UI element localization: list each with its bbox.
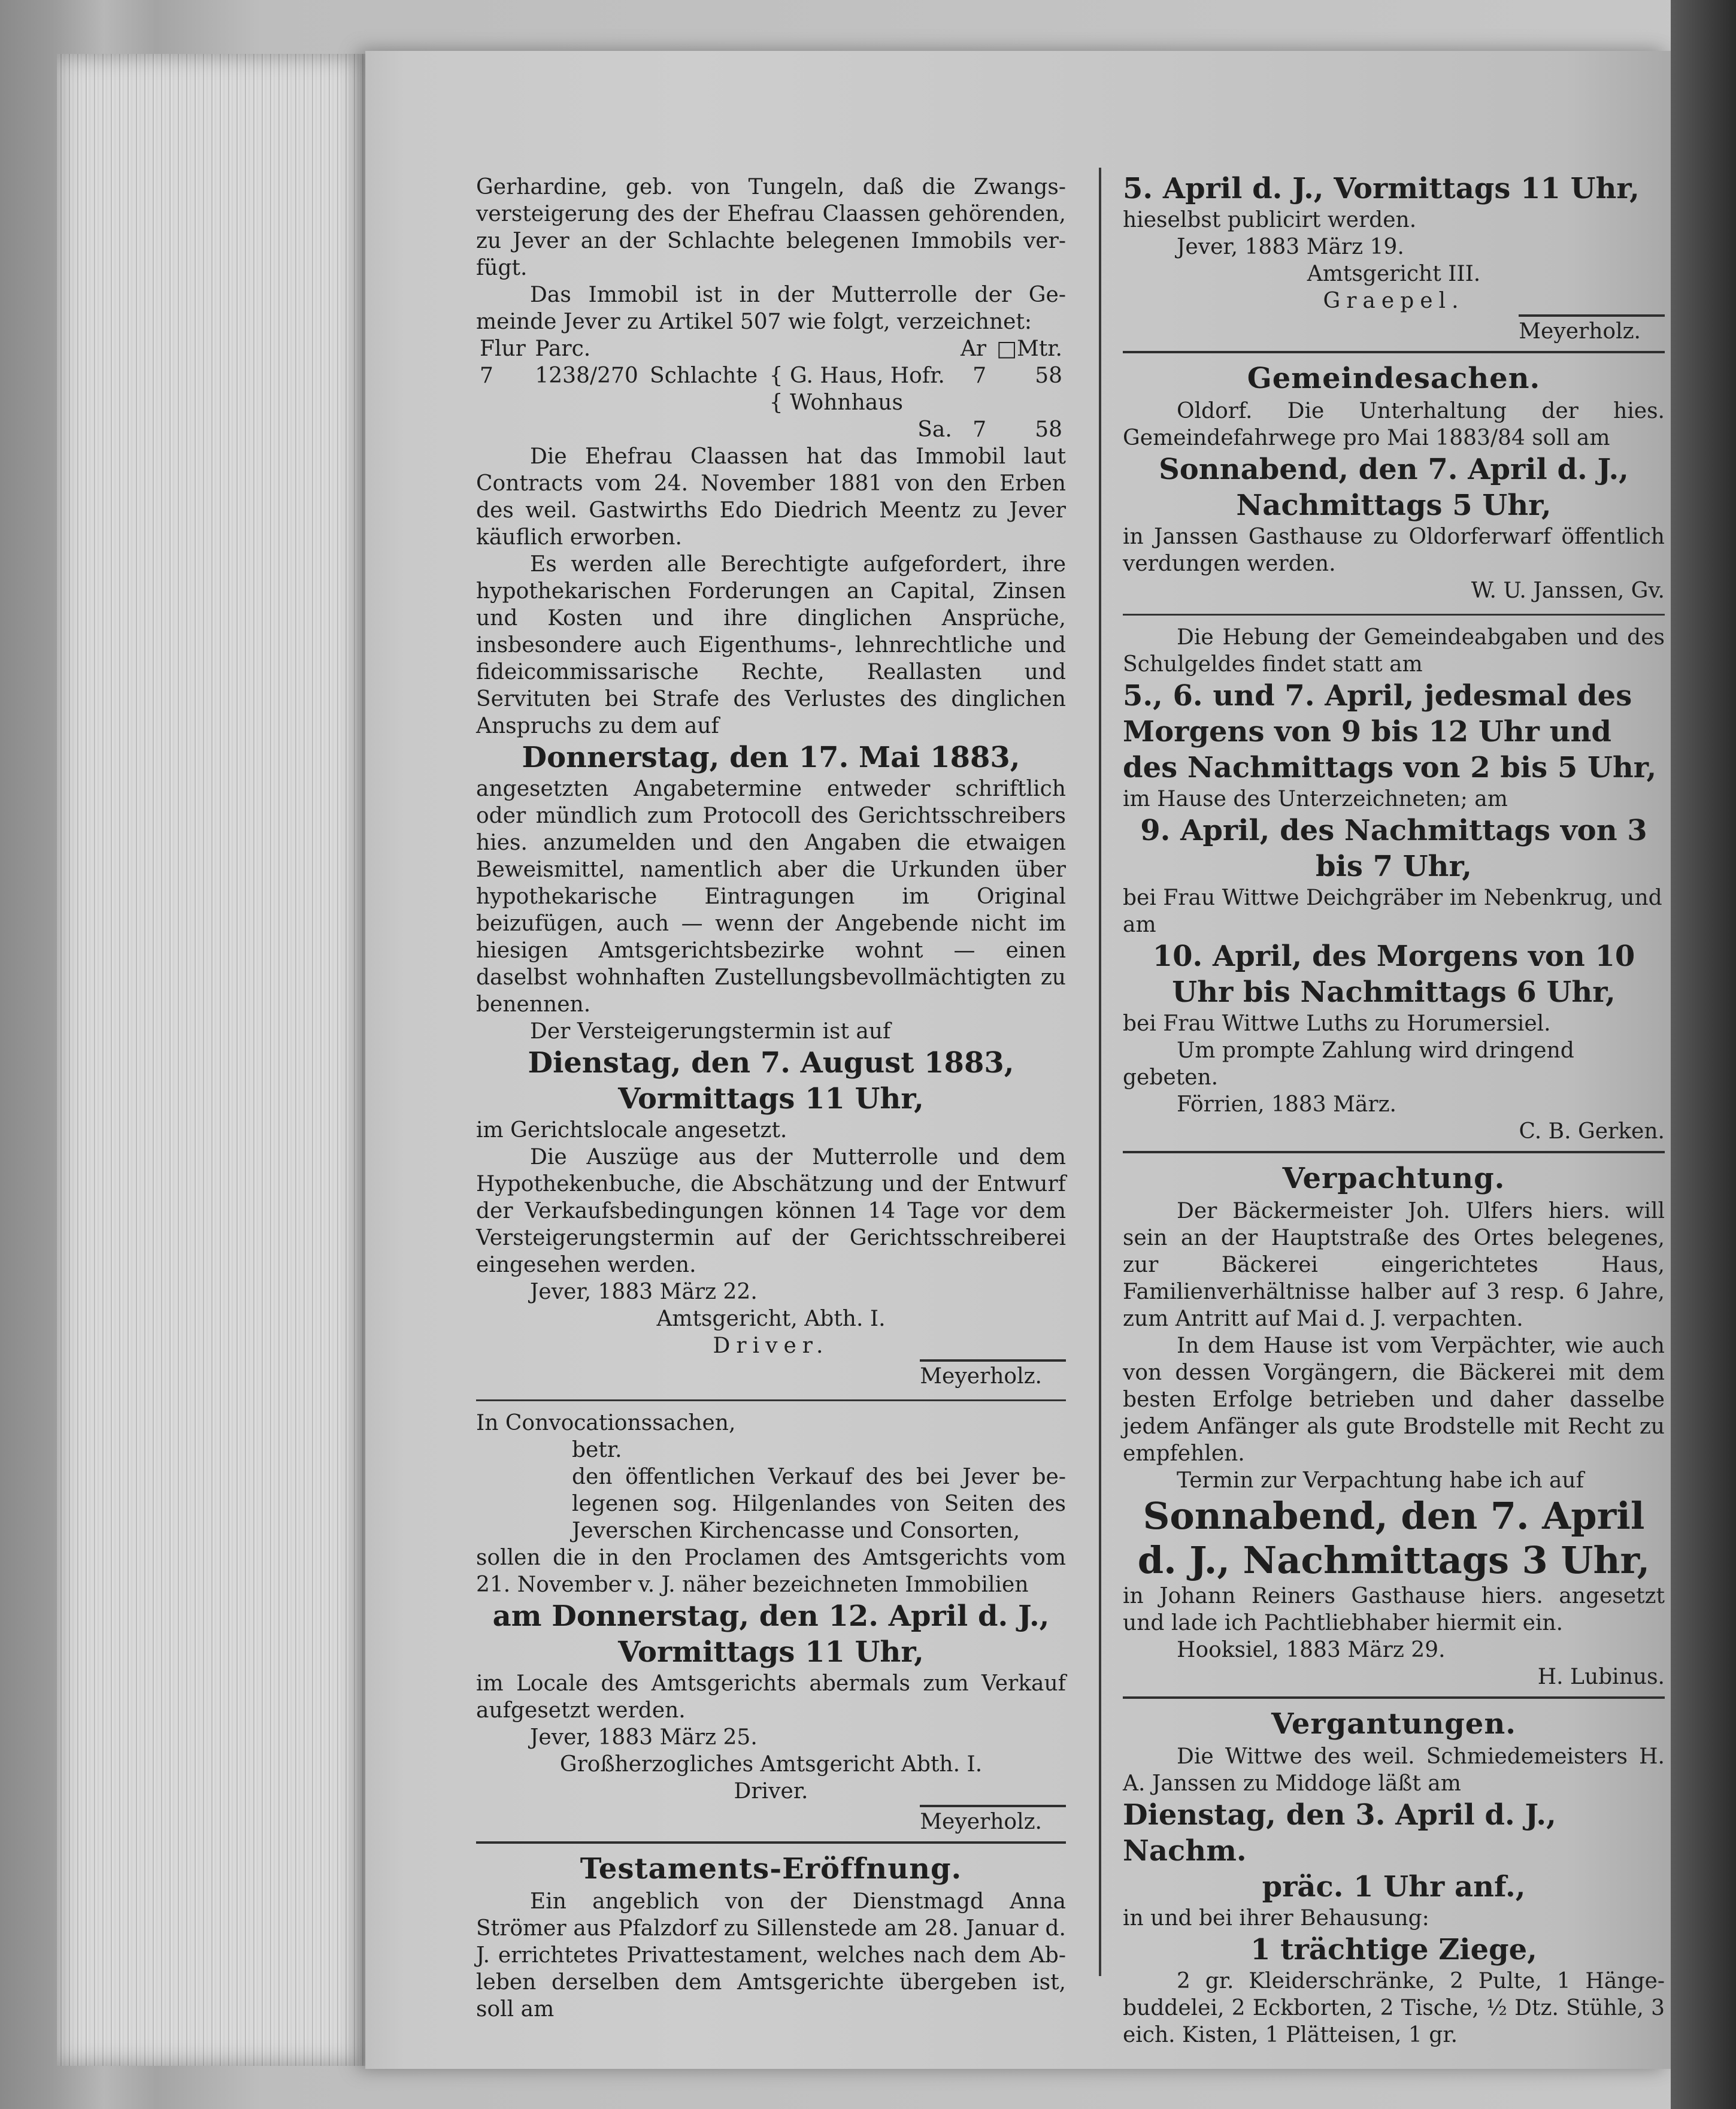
vergantungen-heading: Vergantungen. [1271, 1707, 1516, 1741]
verg-paragraph: Die Wittwe des weil. Schmiedemeisters H. A. Janssen zu Middoge läßt am [1123, 1744, 1665, 1796]
court-2: Großherzogliches Amtsgericht Abth. I. [559, 1752, 983, 1777]
hebung-date-1: 5., 6. und 7. April, jedesmal des Morgens von 9 bis 12 Uhr und des Nachmittags von 2 bis 5 Uhr, [1123, 679, 1657, 784]
cell-desc2: Wohnhaus [790, 390, 903, 415]
verg-item: 1 trächtige Ziege, [1250, 1933, 1537, 1966]
hebung-signature: C. B. Gerken. [1519, 1119, 1665, 1144]
clerk-2: Meyerholz. [920, 1805, 1066, 1835]
place-date-1: Jever, 1883 März 22. [530, 1280, 758, 1304]
oldorf-paragraph: Oldorf. Die Unterhaltung der hies. Gemeindefahrwege pro Mai 1883/84 soll am [1123, 399, 1665, 450]
verp-term: Termin zur Verpachtung habe ich auf [1177, 1468, 1584, 1493]
clerk-1-line [476, 1359, 1066, 1390]
top-judge: Graepel. [1323, 289, 1465, 313]
claims-paragraph: Es werden alle Berechtigte aufgefordert, ihre hypothekarischen Forderungen an Capital, Zinsen und Kosten und ihre dinglichen Ansprüche, insbesondere auch Eigenthums-, lehnrechtliche und fideicommissarische Rechte, Reallasten und Servituten bei Strafe des Verlustes des dinglichen Anspruchs zu dem auf [476, 552, 1066, 738]
purchase-paragraph: Die Ehefrau Claassen hat das Immobil laut Contracts vom 24. November 1881 von den Erben des weil. Gastwirths Edo Diedrich Meentz zu Jever käuflich erworben. [476, 444, 1066, 550]
top-text: hieselbst publicirt werden. [1123, 208, 1417, 232]
header-ar: Ar [960, 337, 987, 361]
separator [1123, 614, 1665, 616]
cell-ar: 7 [972, 363, 987, 388]
verp-date-2: d. J., Nachmittags 3 Uhr, [1137, 1538, 1650, 1582]
verp-paragraph-1: Der Bäckermeister Joh. Ulfers hiers. will sein an der Hauptstraße des Ortes belegenes, zur Bäckerei eingerichtetes Haus, Familienverhältnisse halber auf 3 resp. 6 Jahre, zum Antritt auf Mai d. J. verpachten. [1123, 1199, 1665, 1331]
cell-desc1: G. Haus, Hofr. [790, 363, 945, 388]
clerk-1: Meyerholz. [920, 1359, 1066, 1390]
hebung-place-1: im Hause des Unterzeichneten; am [1123, 787, 1508, 811]
verp-place-date: Hooksiel, 1883 März 29. [1177, 1638, 1446, 1662]
court-1: Amtsgericht, Abth. I. [656, 1307, 886, 1331]
book-page-edges [57, 54, 368, 2066]
conv-subject: den öffentlichen Verkauf des bei Jever belegenen sog. Hilgenlandes von Seiten des Jeverschen Kirchencasse und Consorten, [572, 1465, 1066, 1543]
header-flur: Flur [480, 337, 526, 361]
separator [476, 1399, 1066, 1401]
verp-date-1: Sonnabend, den 7. April [1143, 1494, 1645, 1538]
sum-ar: 7 [972, 417, 987, 442]
verg-date-1: Dienstag, den 3. April d. J., Nachm. [1123, 1798, 1556, 1868]
hebung-place-date: Förrien, 1883 März. [1177, 1092, 1396, 1117]
cell-place: Schlachte [650, 363, 758, 388]
notice-paragraph: angesetzten Angabetermine entweder schriftlich oder mündlich zum Protocoll des Gerichtsschreibers hies. anzumelden und den Angaben die etwaigen Beweismittel, namentlich aber die Urkunden über hypothekarische Eintragungen im Original beizufügen, auch — wenn der Angebende nicht im hiesigen Amtsgerichtsbezirke wohnt — einen daselbst wohnhaften Zustellungsbevollmächtigten zu benennen. [476, 777, 1066, 1017]
judge-1: Driver. [713, 1334, 829, 1358]
hebung-request: Um prompte Zahlung wird dringend gebeten. [1123, 1038, 1574, 1090]
top-clerk-line [1123, 314, 1665, 345]
verg-paragraph-2: in und bei ihrer Behausung: [1123, 1906, 1429, 1931]
top-place-date: Jever, 1883 März 19. [1177, 235, 1404, 259]
immobil-paragraph: Das Immobil ist in der Mutterrolle der Gemeinde Jever zu Artikel 507 wie folgt, verzeichnet: [476, 283, 1066, 334]
parcel-table [476, 335, 1066, 443]
hebung-paragraph: Die Hebung der Gemeindeabgaben und des Schulgeldes findet statt am [1123, 625, 1665, 677]
sum-label: Sa. [917, 417, 952, 442]
local-line: im Gerichtslocale angesetzt. [476, 1118, 787, 1143]
verp-paragraph-2: In dem Hause ist vom Verpächter, wie auch von dessen Vorgängern, die Bäckerei mit dem besten Erfolge betrieben und daher dasselbe jedem Anfänger als gute Brodstelle mit Recht zu empfehlen. [1123, 1334, 1665, 1466]
parcel-table-header [476, 335, 1066, 362]
scanner-shadow [1671, 0, 1736, 2109]
cell-parc: 1238/270 [535, 363, 638, 388]
testament-heading: Testaments-Eröffnung. [580, 1852, 962, 1886]
verg-list: 2 gr. Kleiderschränke, 2 Pulte, 1 Hängebuddelei, 2 Eckborten, 2 Tische, ½ Dtz. Stühle, 3 eich. Kisten, 1 Plätteisen, 1 gr. [1123, 1969, 1665, 2047]
separator [1123, 351, 1665, 353]
oldorf-date: Sonnabend, den 7. April d. J., [1159, 453, 1629, 486]
conv-title: In Convocationssachen, [476, 1411, 736, 1435]
intro-paragraph: Gerhardine, geb. von Tungeln, daß die Zwangsversteigerung des der Ehefrau Claassen gehörenden, zu Jever an der Schlachte belegenen Immobils verfügt. [476, 175, 1066, 280]
column-divider [1099, 168, 1101, 1976]
time-11-uhr-2: Vormittags 11 Uhr, [618, 1635, 924, 1669]
oldorf-signature: W. U. Janssen, Gv. [1471, 578, 1665, 603]
date-apr-12: am Donnerstag, den 12. April d. J., [492, 1599, 1050, 1633]
oldorf-paragraph-2: in Janssen Gasthause zu Oldorferwarf öffentlich verdungen werden. [1123, 525, 1665, 576]
separator [1123, 1151, 1665, 1153]
testament-paragraph: Ein angeblich von der Dienstmagd Anna Strömer aus Pfalzdorf zu Sillenstede am 28. Januar d. J. errichtetes Privattestament, welches nach dem Ableben derselben dem Amtsgerichte übergeben ist, soll am [476, 1889, 1066, 2022]
cell-flur: 7 [480, 363, 493, 388]
top-court: Amtsgericht III. [1307, 262, 1481, 286]
clerk-2-line [476, 1805, 1066, 1835]
judge-2: Driver. [734, 1779, 808, 1804]
verp-signature: H. Lubinus. [1537, 1665, 1665, 1689]
hebung-place-2: bei Frau Wittwe Deichgräber im Nebenkrug, und am [1123, 886, 1662, 937]
sum-mtr: 58 [1035, 417, 1062, 442]
right-column [1123, 171, 1665, 2049]
header-mtr: □Mtr. [996, 337, 1062, 361]
conv-text: sollen die in den Proclamen des Amtsgerichts vom 21. November v. J. näher bezeichneten Immobilien [476, 1546, 1066, 1597]
conv-end: im Locale des Amtsgerichts abermals zum Verkauf aufgesetzt werden. [476, 1671, 1066, 1723]
oldorf-time: Nachmittags 5 Uhr, [1236, 489, 1552, 522]
top-date: 5. April d. J., Vormittags 11 Uhr, [1123, 172, 1640, 205]
extracts-paragraph: Die Auszüge aus der Mutterrolle und dem Hypothekenbuche, die Abschätzung und der Entwurf der Verkaufsbedingungen können 14 Tage vor dem Versteigerungstermin auf der Gerichtsschreiberei eingesehen werden. [476, 1145, 1066, 1277]
verg-date-2: präc. 1 Uhr anf., [1262, 1870, 1526, 1904]
parcel-table-sum [476, 416, 1066, 443]
time-11-uhr: Vormittags 11 Uhr, [618, 1082, 924, 1116]
date-may-17: Donnerstag, den 17. Mai 1883, [522, 741, 1020, 774]
top-clerk: Meyerholz. [1519, 314, 1665, 345]
separator [1123, 1696, 1665, 1699]
parcel-table-row: 7 1238/270 Schlachte { G. Haus, Hofr. { Wohnhaus 7 58 [476, 362, 1066, 416]
place-date-2: Jever, 1883 März 25. [530, 1725, 758, 1750]
verpachtung-heading: Verpachtung. [1282, 1162, 1505, 1195]
verp-paragraph-3: in Johann Reiners Gasthause hiers. angesetzt und lade ich Pachtliebhaber hiermit ein. [1123, 1584, 1665, 1635]
cell-mtr: 58 [1035, 363, 1062, 388]
hebung-date-3: 10. April, des Morgens von 10 Uhr bis Nachmittags 6 Uhr, [1152, 940, 1635, 1009]
date-aug-7: Dienstag, den 7. August 1883, [528, 1046, 1014, 1080]
separator [476, 1841, 1066, 1844]
gemeindesachen-heading: Gemeindesachen. [1247, 362, 1541, 395]
auction-term-line: Der Versteigerungstermin ist auf [530, 1019, 891, 1044]
conv-betr: betr. [572, 1438, 622, 1462]
header-parc: Parc. [535, 337, 591, 361]
hebung-date-2: 9. April, des Nachmittags von 3 bis 7 Uhr, [1140, 814, 1647, 883]
hebung-place-3: bei Frau Wittwe Luths zu Horumersiel. [1123, 1011, 1551, 1036]
left-column [476, 174, 1066, 2023]
